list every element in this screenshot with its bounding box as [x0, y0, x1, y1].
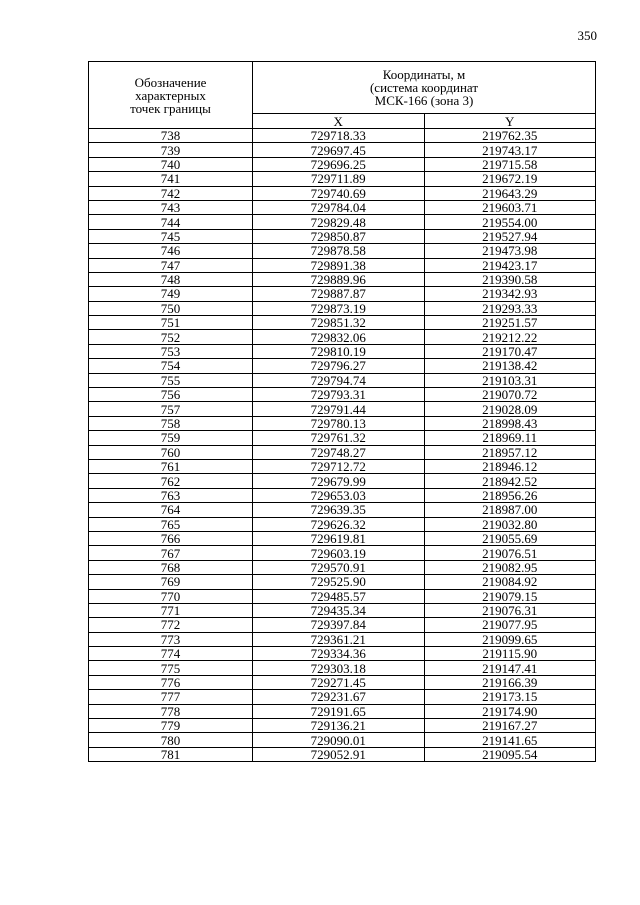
x-coordinate-cell: 729832.06	[253, 330, 425, 344]
point-id-cell: 763	[89, 488, 253, 502]
table-row	[89, 531, 596, 545]
table-row	[89, 647, 596, 661]
y-coordinate-cell: 218956.26	[424, 488, 596, 502]
point-id-cell: 758	[89, 416, 253, 430]
point-id-cell: 759	[89, 431, 253, 445]
point-id-cell: 742	[89, 186, 253, 200]
point-id-cell: 749	[89, 287, 253, 301]
header-y: Y	[424, 114, 596, 129]
table-body	[89, 129, 596, 762]
table-row	[89, 575, 596, 589]
table-row	[89, 675, 596, 689]
header-point-designation	[89, 62, 253, 129]
table-row	[89, 244, 596, 258]
table-row	[89, 704, 596, 718]
x-coordinate-cell: 729639.35	[253, 503, 425, 517]
table-row	[89, 316, 596, 330]
table-row	[89, 603, 596, 617]
table-row	[89, 503, 596, 517]
table-row	[89, 632, 596, 646]
y-coordinate-cell: 218998.43	[424, 416, 596, 430]
table-row	[89, 229, 596, 243]
x-coordinate-cell: 729796.27	[253, 359, 425, 373]
table-row	[89, 445, 596, 459]
point-id-cell: 761	[89, 459, 253, 473]
x-coordinate-cell: 729626.32	[253, 517, 425, 531]
y-coordinate-cell: 219173.15	[424, 690, 596, 704]
table-row	[89, 172, 596, 186]
x-coordinate-cell: 729052.91	[253, 747, 425, 761]
y-coordinate-cell: 219070.72	[424, 388, 596, 402]
x-coordinate-cell: 729873.19	[253, 301, 425, 315]
table-row	[89, 272, 596, 286]
page-number: 350	[577, 28, 597, 43]
header-x: X	[253, 114, 425, 129]
point-id-cell: 777	[89, 690, 253, 704]
y-coordinate-cell: 219743.17	[424, 143, 596, 157]
y-coordinate-cell: 219423.17	[424, 258, 596, 272]
y-coordinate-cell: 219342.93	[424, 287, 596, 301]
table-row	[89, 143, 596, 157]
table-row	[89, 215, 596, 229]
point-id-cell: 739	[89, 143, 253, 157]
x-coordinate-cell: 729793.31	[253, 388, 425, 402]
table-row	[89, 747, 596, 761]
x-coordinate-cell: 729891.38	[253, 258, 425, 272]
x-coordinate-cell: 729878.58	[253, 244, 425, 258]
x-coordinate-cell: 729718.33	[253, 129, 425, 143]
x-coordinate-cell: 729231.67	[253, 690, 425, 704]
header-coords-line: МСК-166 (зона 3)	[374, 93, 474, 108]
y-coordinate-cell: 219079.15	[424, 589, 596, 603]
x-coordinate-cell: 729794.74	[253, 373, 425, 387]
y-coordinate-cell: 219251.57	[424, 316, 596, 330]
y-coordinate-cell: 218946.12	[424, 459, 596, 473]
point-id-cell: 781	[89, 747, 253, 761]
point-id-cell: 738	[89, 129, 253, 143]
point-id-cell: 741	[89, 172, 253, 186]
y-coordinate-cell: 219077.95	[424, 618, 596, 632]
point-id-cell: 740	[89, 157, 253, 171]
table-row	[89, 719, 596, 733]
point-id-cell: 771	[89, 603, 253, 617]
header-coords-line: Координаты, м	[382, 67, 466, 82]
x-coordinate-cell: 729271.45	[253, 675, 425, 689]
header-point-line: точек границы	[130, 100, 211, 116]
point-id-cell: 775	[89, 661, 253, 675]
point-id-cell: 746	[89, 244, 253, 258]
y-coordinate-cell: 219170.47	[424, 344, 596, 358]
y-coordinate-cell: 218969.11	[424, 431, 596, 445]
y-coordinate-cell: 219138.42	[424, 359, 596, 373]
x-coordinate-cell: 729397.84	[253, 618, 425, 632]
y-coordinate-cell: 219762.35	[424, 129, 596, 143]
y-coordinate-cell: 219643.29	[424, 186, 596, 200]
point-id-cell: 760	[89, 445, 253, 459]
x-coordinate-cell: 729697.45	[253, 143, 425, 157]
x-coordinate-cell: 729090.01	[253, 733, 425, 747]
table-row	[89, 129, 596, 143]
y-coordinate-cell: 219167.27	[424, 719, 596, 733]
point-id-cell: 764	[89, 503, 253, 517]
point-id-cell: 776	[89, 675, 253, 689]
y-coordinate-cell: 219076.51	[424, 546, 596, 560]
y-coordinate-cell: 219166.39	[424, 675, 596, 689]
table-row	[89, 301, 596, 315]
y-coordinate-cell: 219603.71	[424, 200, 596, 214]
x-coordinate-cell: 729525.90	[253, 575, 425, 589]
y-coordinate-cell: 219715.58	[424, 157, 596, 171]
x-coordinate-cell: 729136.21	[253, 719, 425, 733]
y-coordinate-cell: 219099.65	[424, 632, 596, 646]
x-coordinate-cell: 729334.36	[253, 647, 425, 661]
x-coordinate-cell: 729784.04	[253, 200, 425, 214]
table-row	[89, 287, 596, 301]
point-id-cell: 743	[89, 200, 253, 214]
y-coordinate-cell: 219115.90	[424, 647, 596, 661]
point-id-cell: 769	[89, 575, 253, 589]
x-coordinate-cell: 729696.25	[253, 157, 425, 171]
y-coordinate-cell: 219103.31	[424, 373, 596, 387]
x-coordinate-cell: 729780.13	[253, 416, 425, 430]
y-coordinate-cell: 219527.94	[424, 229, 596, 243]
point-id-cell: 753	[89, 344, 253, 358]
point-id-cell: 755	[89, 373, 253, 387]
x-coordinate-cell: 729485.57	[253, 589, 425, 603]
x-coordinate-cell: 729851.32	[253, 316, 425, 330]
table-row	[89, 344, 596, 358]
point-id-cell: 780	[89, 733, 253, 747]
x-coordinate-cell: 729829.48	[253, 215, 425, 229]
point-id-cell: 748	[89, 272, 253, 286]
x-coordinate-cell: 729711.89	[253, 172, 425, 186]
x-coordinate-cell: 729748.27	[253, 445, 425, 459]
point-id-cell: 770	[89, 589, 253, 603]
table-row	[89, 589, 596, 603]
point-id-cell: 754	[89, 359, 253, 373]
x-coordinate-cell: 729887.87	[253, 287, 425, 301]
header-coords-line: (система координат	[369, 80, 479, 95]
table-row	[89, 661, 596, 675]
y-coordinate-cell: 219141.65	[424, 733, 596, 747]
x-coordinate-cell: 729761.32	[253, 431, 425, 445]
point-id-cell: 756	[89, 388, 253, 402]
table-row	[89, 488, 596, 502]
table-row	[89, 560, 596, 574]
point-id-cell: 744	[89, 215, 253, 229]
x-coordinate-cell: 729653.03	[253, 488, 425, 502]
header-point-line: характерных	[135, 87, 206, 103]
point-id-cell: 773	[89, 632, 253, 646]
point-id-cell: 747	[89, 258, 253, 272]
x-coordinate-cell: 729679.99	[253, 474, 425, 488]
x-coordinate-cell: 729889.96	[253, 272, 425, 286]
table-row	[89, 373, 596, 387]
x-coordinate-cell: 729191.65	[253, 704, 425, 718]
table-row	[89, 459, 596, 473]
x-coordinate-cell: 729712.72	[253, 459, 425, 473]
x-coordinate-cell: 729791.44	[253, 402, 425, 416]
table-row	[89, 157, 596, 171]
y-coordinate-cell: 219095.54	[424, 747, 596, 761]
point-id-cell: 767	[89, 546, 253, 560]
table-row	[89, 416, 596, 430]
y-coordinate-cell: 219084.92	[424, 575, 596, 589]
table-row	[89, 618, 596, 632]
header-coordinates	[253, 62, 596, 114]
y-coordinate-cell: 219076.31	[424, 603, 596, 617]
y-coordinate-cell: 218942.52	[424, 474, 596, 488]
y-coordinate-cell: 219147.41	[424, 661, 596, 675]
point-id-cell: 745	[89, 229, 253, 243]
y-coordinate-cell: 218957.12	[424, 445, 596, 459]
table-row	[89, 359, 596, 373]
table-row	[89, 388, 596, 402]
point-id-cell: 765	[89, 517, 253, 531]
x-coordinate-cell: 729303.18	[253, 661, 425, 675]
x-coordinate-cell: 729603.19	[253, 546, 425, 560]
x-coordinate-cell: 729619.81	[253, 531, 425, 545]
table-row	[89, 733, 596, 747]
point-id-cell: 779	[89, 719, 253, 733]
point-id-cell: 774	[89, 647, 253, 661]
x-coordinate-cell: 729435.34	[253, 603, 425, 617]
point-id-cell: 750	[89, 301, 253, 315]
table-row	[89, 474, 596, 488]
point-id-cell: 778	[89, 704, 253, 718]
coordinates-table	[88, 61, 596, 762]
y-coordinate-cell: 219293.33	[424, 301, 596, 315]
y-coordinate-cell: 219473.98	[424, 244, 596, 258]
x-coordinate-cell: 729570.91	[253, 560, 425, 574]
x-coordinate-cell: 729810.19	[253, 344, 425, 358]
x-coordinate-cell: 729740.69	[253, 186, 425, 200]
y-coordinate-cell: 219672.19	[424, 172, 596, 186]
point-id-cell: 752	[89, 330, 253, 344]
y-coordinate-cell: 218987.00	[424, 503, 596, 517]
table-row	[89, 258, 596, 272]
x-coordinate-cell: 729361.21	[253, 632, 425, 646]
y-coordinate-cell: 219390.58	[424, 272, 596, 286]
table-row	[89, 402, 596, 416]
point-id-cell: 757	[89, 402, 253, 416]
y-coordinate-cell: 219028.09	[424, 402, 596, 416]
y-coordinate-cell: 219554.00	[424, 215, 596, 229]
y-coordinate-cell: 219174.90	[424, 704, 596, 718]
y-coordinate-cell: 219212.22	[424, 330, 596, 344]
table-row	[89, 690, 596, 704]
header-point-line: Обозначение	[134, 74, 207, 90]
y-coordinate-cell: 219032.80	[424, 517, 596, 531]
y-coordinate-cell: 219055.69	[424, 531, 596, 545]
table-row	[89, 186, 596, 200]
y-coordinate-cell: 219082.95	[424, 560, 596, 574]
table-row	[89, 431, 596, 445]
table-row	[89, 330, 596, 344]
point-id-cell: 751	[89, 316, 253, 330]
table-row	[89, 200, 596, 214]
table-row	[89, 546, 596, 560]
table-row	[89, 517, 596, 531]
x-coordinate-cell: 729850.87	[253, 229, 425, 243]
point-id-cell: 772	[89, 618, 253, 632]
point-id-cell: 768	[89, 560, 253, 574]
point-id-cell: 762	[89, 474, 253, 488]
point-id-cell: 766	[89, 531, 253, 545]
